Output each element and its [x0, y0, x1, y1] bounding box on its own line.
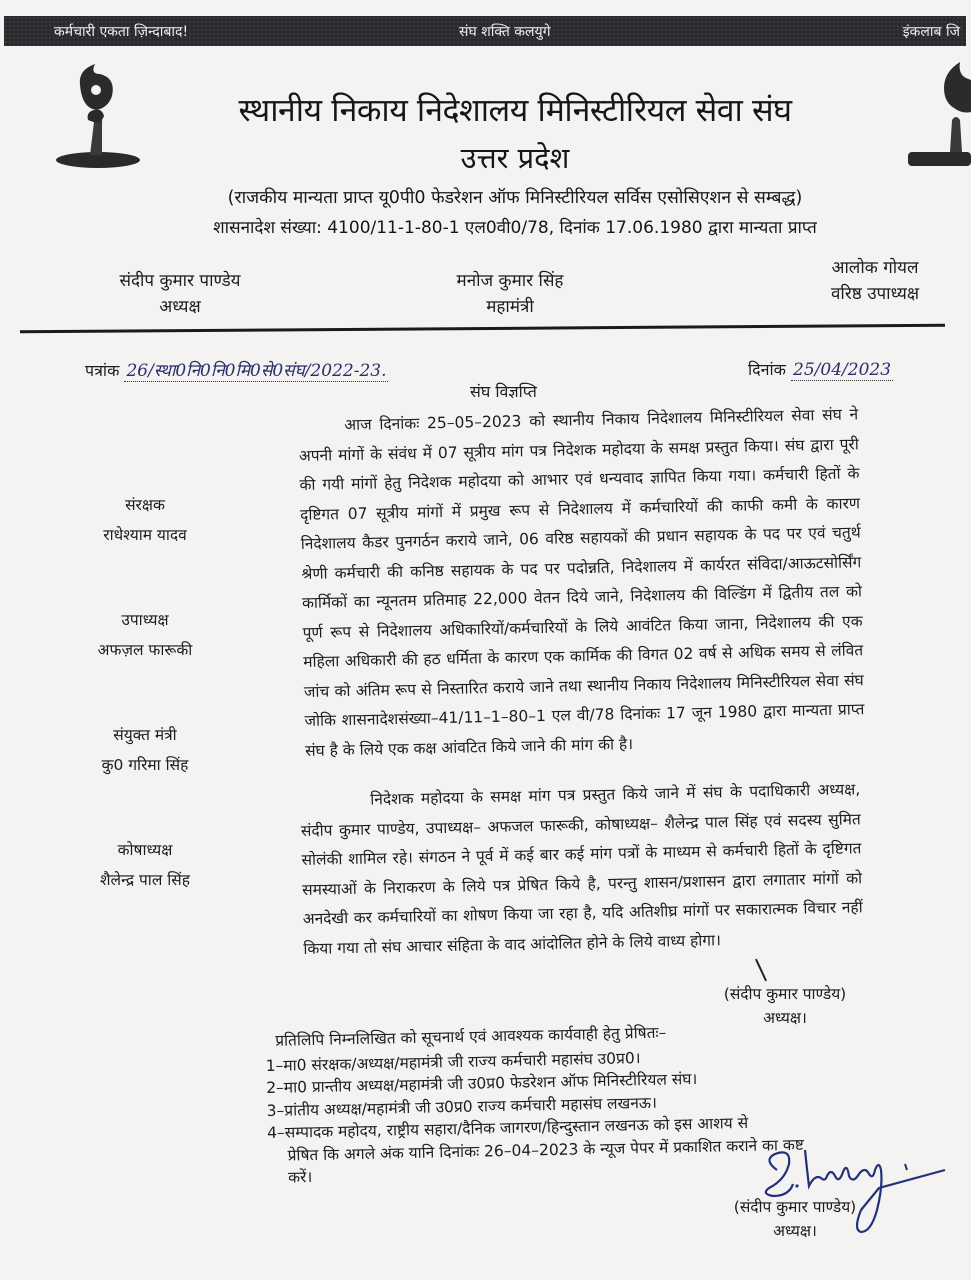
signatory-name: (संदीप कुमार पाण्डेय) — [723, 985, 847, 1003]
notice-heading: संघ विज्ञप्ति — [470, 382, 537, 401]
affiliation-line: (राजकीय मान्यता प्राप्त यू0पी0 फेडरेशन ऑफ मिनिस्टीरियल सर्विस एसोसिएशन से सम्बद्ध) — [227, 188, 803, 208]
copy-to-item: 4–सम्पादक महोदय, राष्ट्रीय सहारा/दैनिक जागरण/हिन्दुस्तान लखनऊ को इस आशय से — [266, 1113, 749, 1142]
officer-name: मनोज कुमार सिंह — [456, 271, 564, 291]
slogan-right: इंकलाब जि — [902, 24, 960, 40]
sidebar-item — [40, 490, 250, 605]
letter-date — [748, 358, 893, 380]
organization-title: स्थानीय निकाय निदेशालय मिनिस्टीरियल सेवा संघ — [238, 91, 792, 129]
copy-to-signatory — [705, 1195, 885, 1243]
sidebar-post: उपाध्यक्ष — [121, 611, 169, 629]
copy-to-item-continuation: प्रेषित कि अगले अंक यानि दिनांकः 26–04–2023 के न्यूज पेपर में प्रकाशित कराने का कष्ट — [287, 1135, 805, 1165]
sidebar-item — [40, 720, 250, 835]
date-label: दिनांक — [748, 360, 786, 379]
office-bearer-general-secretary — [420, 268, 600, 320]
notice-paragraph-2: निदेशक महोदया के समक्ष मांग पत्र प्रस्तुत किये जाने में संघ के पदाधिकारी अध्यक्ष, संदीप कुमार पाण्डेय, उपाध्यक्ष– अफजल फारूकी, कोषाध्यक्ष– शैलेन्द्र पाल सिंह एवं सदस्य सुमित सोलंकी शामिल रहे। संगठन ने पूर्व में कई बार कई मांग पत्रों के माध्यम से कर्मचारी हितों के दृष्टिगत समस्याओं के निराकरण के लिये पत्र प्रेषित किये है, परन्तु शासन/प्रशासन द्वारा लगातार मांगों को अनदेखी कर कर्मचारियों का शोषण किया जा रहा है, यदि अतिशीघ्र मांगों पर सकारात्मक विचार नहीं किया गया तो संघ आचार संहिता के वाद आंदोलित होने के लिये वाध्य होगा। — [300, 780, 863, 958]
officer-name: आलोक गोयल — [831, 258, 919, 278]
signatory-post: अध्यक्ष। — [773, 1222, 817, 1240]
officer-post: अध्यक्ष — [159, 297, 201, 317]
sidebar-name: कु0 गरिमा सिंह — [101, 756, 189, 774]
slogan-center: संघ शक्ति कलयुगे — [459, 24, 551, 40]
letter-number-value: 26/स्था0नि0नि0मि0से0संघ/2022-23. — [126, 361, 387, 381]
notice-paragraph-1: आज दिनांकः 25–05–2023 को स्थानीय निकाय निदेशालय मिनिस्टीरियल सेवा संघ ने अपनी मांगों के संवंध में 07 सूत्रीय मांग पत्र निदेशक महोदया के समक्ष प्रस्तुत किया। संघ द्वारा पूरी की गयी मांगों हेतु निदेशक महोदया को आभार एवं धन्यवाद ज्ञापित किया गया। कर्मचारी हितों के दृष्टिगत 07 सूत्रीय मांगों में प्रमुख रूप से निदेशालय में कर्मचारियों की काफी कमी के कारण निदेशालय कैडर पुनगर्ठन कराये जाने, 06 वरिष्ठ सहायकों की प्रधान सहायक के पद पर एवं चतुर्थ श्रेणी कर्मचारी की कनिष्ठ सहायक के पद पर पदोन्नति, निदेशालय में कार्यरत संविदा/आऊटसोर्सिंग कार्मिकों का न्यूनतम प्रतिमाह 22,000 वेतन दिये जाने, निदेशालय की विल्डिंग में द्वितीय तल को पूर्ण रूप से निदेशालय अधिकारियों/कर्मचारियों के लिये आवंटित किया जाना, निदेशालय की एक महिला अधिकारी की हठ धर्मिता के कारण एक कार्मिक की विगत 02 वर्ष से अधिक समय से लंवित जांच को अंतिम रूप से निस्तारित कराये जाने तथा स्थानीय निकाय निदेशालय मिनिस्टीरियल सेवा संघ जोकि शासनादेशसंख्या–41/11–1–80–1 एल वी/78 दिनांकः 17 जून 1980 द्वारा मान्यता प्राप्त संघ है के लिये एक कक्ष आंवटित किये जाने की मांग की है। — [298, 405, 865, 760]
sidebar-post: संयुक्त मंत्री — [113, 726, 177, 744]
slogan-band — [4, 16, 966, 46]
office-bearer-senior-vp — [800, 255, 950, 307]
signatory-post: अध्यक्ष। — [763, 1009, 807, 1027]
sidebar-name: शैलेन्द्र पाल सिंह — [100, 871, 190, 889]
officer-post: महामंत्री — [486, 297, 534, 317]
copy-to-item: 2–मा0 प्रान्तीय अध्यक्ष/महामंत्री जी उ0प्र0 फेडरेशन ऑफ मिनिस्टीरियल संघ। — [266, 1069, 698, 1097]
officer-post: वरिष्ठ उपाध्यक्ष — [830, 284, 920, 304]
sidebar-office-bearers — [40, 490, 250, 950]
letter-number-label: पत्रांक — [85, 361, 120, 380]
copy-to-item: 3–प्रांतीय अध्यक्ष/महामंत्री जी उ0प्र0 राज्य कर्मचारी महासंघ लखनऊ। — [266, 1093, 658, 1120]
sidebar-post: संरक्षक — [125, 496, 165, 514]
letter-number — [85, 358, 388, 381]
copy-to-item: 1–मा0 संरक्षक/अध्यक्ष/महामंत्री जी राज्य कर्मचारी महासंघ उ0प्र0। — [265, 1048, 641, 1075]
torch-emblem-icon-right — [900, 60, 971, 170]
sidebar-post: कोषाध्यक्ष — [117, 841, 173, 859]
copy-to-heading: प्रतिलिपि निम्नलिखित को सूचनार्थ एवं आवश्यक कार्यवाही हेतु प्रेषितः– — [275, 1023, 667, 1050]
signatory-name: (संदीप कुमार पाण्डेय) — [733, 1198, 857, 1216]
sidebar-item — [40, 835, 250, 950]
office-bearer-president — [90, 268, 270, 320]
header-divider — [20, 324, 945, 333]
sidebar-name: राधेश्याम यादव — [103, 526, 187, 544]
officer-name: संदीप कुमार पाण्डेय — [119, 271, 241, 291]
recognition-line: शासनादेश संख्या: 4100/11-1-80-1 एल0वी0/78, दिनांक 17.06.1980 द्वारा मान्यता प्राप्त — [213, 218, 817, 238]
sidebar-item — [40, 605, 250, 720]
signature-mark — [755, 959, 767, 982]
torch-emblem-icon — [50, 60, 145, 170]
slogan-left: कर्मचारी एकता ज़िन्दाबाद! — [54, 24, 189, 40]
sidebar-name: अफज़ल फारूकी — [97, 641, 193, 659]
date-value: 25/04/2023 — [793, 360, 892, 380]
state-name: उत्तर प्रदेश — [460, 141, 570, 175]
copy-to-item-continuation: करें। — [287, 1168, 313, 1187]
